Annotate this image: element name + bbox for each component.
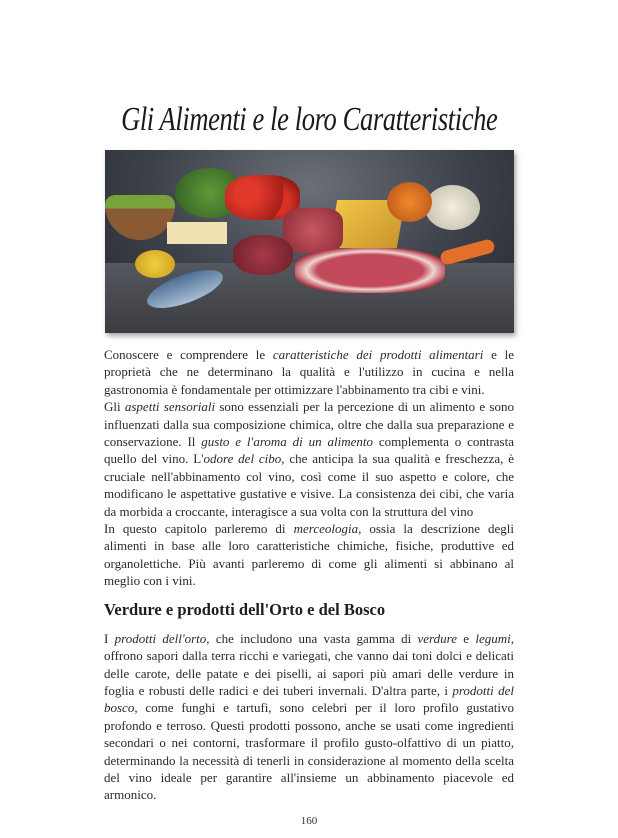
text: Conoscere e comprendere le	[104, 347, 273, 362]
chapter-title-container	[60, 98, 558, 142]
intro-paragraph	[104, 346, 514, 398]
italic-term: merceologia	[293, 521, 359, 537]
italic-term: legumi	[475, 630, 511, 646]
page-number: 160	[300, 814, 318, 827]
italic-term: verdure	[417, 630, 457, 646]
steak	[295, 248, 445, 293]
text: In questo capitolo parleremo di	[104, 521, 294, 537]
chapter-paragraph	[104, 520, 514, 590]
text: , offrono sapori dalla terra ricchi e variegati, che vanno dai toni dolci e delicati delle carote, delle patate e dei piselli, ai sapori più amari delle verdure in foglia e robusti delle radici e dei tuberi invernali. D'altra parte, i	[104, 630, 514, 698]
text: sono essenziali per la percezione di un alimento e sono influenzati dalla sua composizione chimica, oltre che dalla sua preparazione e conservazione. Il	[104, 399, 514, 450]
text: e	[456, 630, 476, 646]
cauliflower	[425, 185, 480, 230]
text: , come funghi e tartufi, sono celebri per il loro profilo gustativo profondo e terroso. Questi prodotti possono, anche se usati come ingredienti secondari o nei contorni, trasformare il profilo gusto-olfattivo di un piatto, determinando la necessità di tenerli in considerazione al momento della scelta del vino ideale per garantire all'insieme un abbinamento piacevole ed armonico.	[104, 700, 514, 803]
text: e le proprietà che ne determinano la qualità e l'utilizzo in cucina e nella gastronomia è fondamentale per ottimizzare l'abbinamento tra cibi e vini.	[104, 347, 514, 397]
tuna-steak	[233, 235, 293, 275]
chapter-title: Gli Alimenti e le loro Caratteristiche	[120, 101, 498, 138]
text: complementa o contrasta quello del vino. L'	[104, 434, 514, 467]
section-paragraph	[104, 630, 514, 804]
italic-term: gusto e l'aroma di un alimento	[201, 434, 373, 450]
pumpkin	[387, 182, 432, 222]
text-flow	[104, 346, 514, 828]
lemons	[135, 250, 175, 278]
italic-term: prodotti del bosco	[104, 682, 515, 716]
sensory-paragraph	[104, 398, 514, 520]
intro-text	[104, 346, 514, 590]
meat-cut	[283, 208, 343, 253]
text: I	[104, 630, 115, 646]
text: , ossia la descrizione degli alimenti in base alle loro caratteristiche chimiche, fisiche, produttive ed organolettiche. Più avanti parleremo di come gli alimenti si abbinano al meglio con i vini.	[104, 521, 514, 589]
italic-term: odore del cibo	[203, 451, 282, 467]
text: Gli	[104, 399, 125, 415]
food-illustration	[105, 150, 514, 333]
italic-term: caratteristiche dei prodotti alimentari	[272, 347, 484, 362]
section-heading: Verdure e prodotti dell'Orto e del Bosco	[104, 599, 386, 619]
bowl-greens	[105, 195, 175, 240]
italic-term: aspetti sensoriali	[124, 399, 216, 415]
text: , che includono una vasta gamma di	[206, 630, 418, 646]
carrots	[439, 238, 496, 266]
butter	[167, 222, 227, 244]
section-text	[104, 630, 514, 804]
italic-term: prodotti dell'orto	[114, 630, 207, 646]
text: , che anticipa la sua qualità e freschezza, è cruciale nell'abbinamento col vino, così come il suo aspetto e colore, che modificano le aspettative gustative e visive. La consistenza dei cibi, che varia da morbida a croccante, interagisce a sua volta con la struttura del vino	[104, 451, 514, 519]
